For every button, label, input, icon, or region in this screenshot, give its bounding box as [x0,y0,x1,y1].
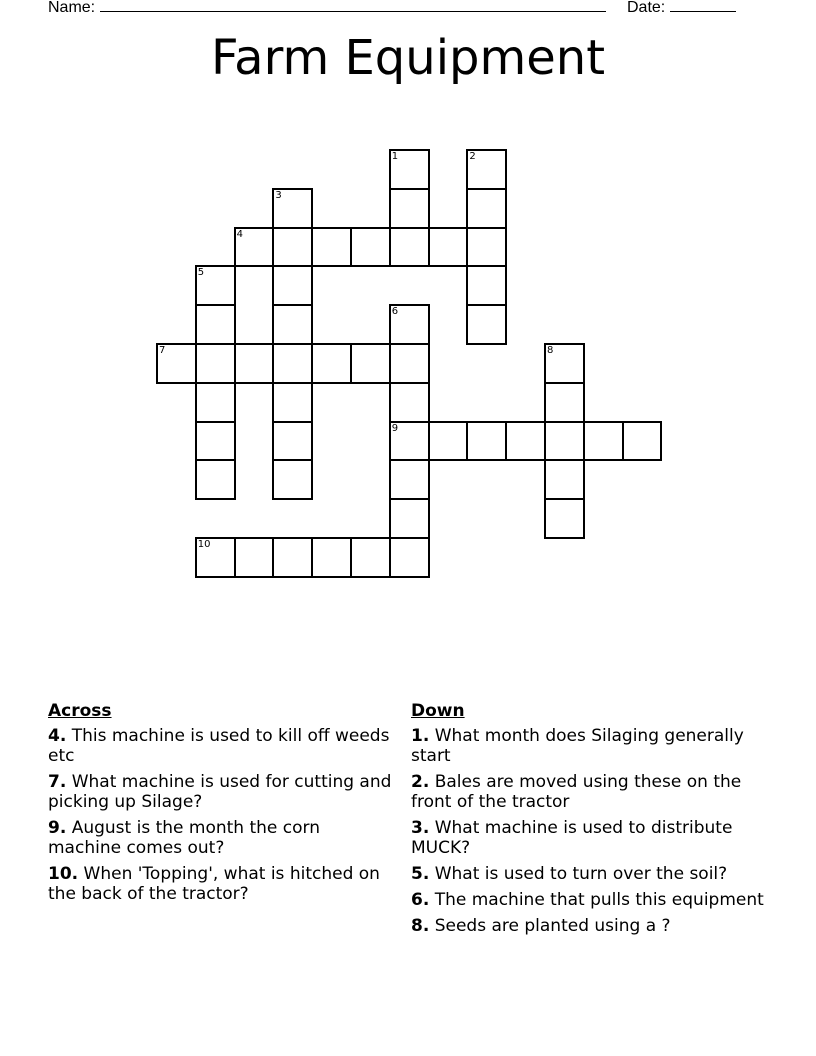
crossword-cell[interactable] [311,537,352,578]
crossword-cell[interactable] [544,382,585,423]
crossword-cell[interactable] [389,149,430,190]
crossword-cell[interactable] [195,421,236,462]
crossword-cell[interactable] [272,227,313,268]
crossword-cell[interactable] [389,227,430,268]
clue-number: 3. [411,818,430,838]
clue-text: What machine is used for cutting and picking up Silage? [48,772,392,812]
crossword-cell[interactable] [389,382,430,423]
cell-number: 7 [159,345,166,356]
crossword-cell[interactable] [389,537,430,578]
clue-text: Bales are moved using these on the front of the tractor [411,772,742,812]
clue-text: What machine is used to distribute MUCK? [411,818,733,858]
crossword-cell[interactable] [389,459,430,500]
crossword-cell[interactable] [389,343,430,384]
date-label: Date: [627,0,666,16]
cell-number: 2 [469,151,476,162]
cell-number: 1 [391,151,399,162]
crossword-cell[interactable] [195,304,236,345]
cell-number: 10 [197,539,211,550]
clue-number: 5. [411,864,430,884]
clue-down-1 [411,726,771,766]
clue-down-5 [411,864,771,884]
crossword-cell[interactable] [195,265,236,306]
crossword-cell[interactable] [466,265,507,306]
clue-number: 4. [48,726,67,746]
crossword-cell[interactable] [389,421,430,462]
clue-number: 9. [48,818,67,838]
clue-number: 8. [411,916,430,936]
clue-text: The machine that pulls this equipment [434,890,764,910]
crossword-cell[interactable] [466,149,507,190]
crossword-cell[interactable] [544,421,585,462]
page-title: Farm Equipment [210,30,606,86]
crossword-cell[interactable] [428,227,469,268]
cell-number: 6 [391,306,399,318]
clue-number: 10. [48,864,79,884]
crossword-cell[interactable] [389,188,430,229]
clue-across-9 [48,818,393,858]
down-clues [411,700,771,942]
crossword-cell[interactable] [428,421,469,462]
crossword-cell[interactable] [622,421,663,462]
clue-number: 6. [411,890,430,910]
crossword-cell[interactable] [466,227,507,268]
name-label: Name: [48,0,96,16]
crossword-cell[interactable] [234,343,275,384]
crossword-cell[interactable] [311,343,352,384]
clue-number: 2. [411,772,430,792]
crossword-cell[interactable] [272,459,313,500]
cell-number: 9 [391,422,399,434]
crossword-cell[interactable] [272,304,313,345]
clue-down-8 [411,916,771,936]
crossword-cell[interactable] [195,459,236,500]
clue-down-6 [411,890,771,910]
crossword-cell[interactable] [389,498,430,539]
cell-number: 8 [547,345,554,356]
crossword-cell[interactable] [544,343,585,384]
clue-text: Seeds are planted using a ? [434,916,671,936]
crossword-cell[interactable] [156,343,197,384]
clue-down-3 [411,818,771,858]
crossword-cell[interactable] [272,537,313,578]
clue-text: What is used to turn over the soil? [434,864,728,884]
crossword-cell[interactable] [544,498,585,539]
crossword-cell[interactable] [350,227,391,268]
clue-text: August is the month the corn machine comes out? [48,818,320,858]
crossword-cell[interactable] [272,265,313,306]
clue-across-7 [48,772,393,812]
crossword-cell[interactable] [389,304,430,345]
clue-down-2 [411,772,771,812]
crossword-cell[interactable] [311,227,352,268]
crossword-cell[interactable] [350,537,391,578]
crossword-cell[interactable] [195,382,236,423]
clue-across-10 [48,864,393,904]
cell-number: 3 [275,189,282,201]
crossword-cell[interactable] [505,421,546,462]
clue-number: 7. [48,772,67,792]
crossword-cell[interactable] [195,537,236,578]
clue-number: 1. [411,726,430,746]
cell-number: 4 [236,228,243,240]
crossword-cell[interactable] [234,537,275,578]
crossword-cell[interactable] [466,304,507,345]
crossword-cell[interactable] [466,421,507,462]
crossword-cell[interactable] [583,421,624,462]
clue-text: What month does Silaging generally start [411,726,744,766]
cell-number: 5 [197,267,205,279]
crossword-cell[interactable] [272,421,313,462]
crossword-cell[interactable] [272,188,313,229]
crossword-cell[interactable] [350,343,391,384]
clue-across-4 [48,726,393,766]
across-clues [48,700,393,910]
across-heading: Across [48,701,112,721]
crossword-cell[interactable] [195,343,236,384]
clue-text: This machine is used to kill off weeds etc [48,726,390,766]
crossword-cell[interactable] [466,188,507,229]
crossword-cell[interactable] [544,459,585,500]
down-heading: Down [411,701,465,721]
crossword-cell[interactable] [272,343,313,384]
crossword-cell[interactable] [272,382,313,423]
crossword-cell[interactable] [234,227,275,268]
clue-text: When 'Topping', what is hitched on the back of the tractor? [48,864,380,904]
